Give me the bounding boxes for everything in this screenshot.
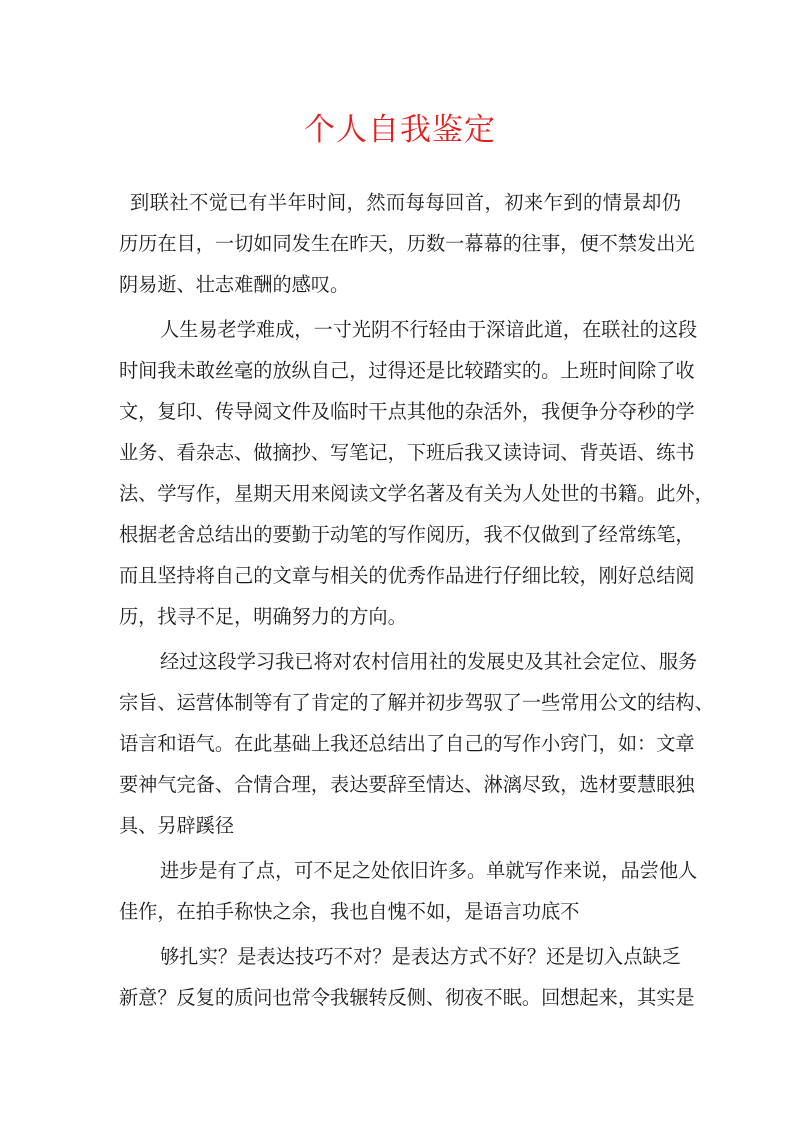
text-line: 历历在目，一切如同发生在昨天，历数一幕幕的往事，便不禁发出光 bbox=[119, 232, 695, 255]
text-line: 业务、看杂志、做摘抄、写笔记，下班后我又读诗词、背英语、练书 bbox=[119, 441, 695, 464]
text-line: 阴易逝、壮志难酬的感叹。 bbox=[119, 273, 350, 296]
text-line: 够扎实？是表达技巧不对？是表达方式不好？还是切入点缺乏 bbox=[160, 945, 681, 968]
text-line: 要神气完备、合情合理，表达要辞至情达、淋漓尽致，选材要慧眼独 bbox=[119, 773, 695, 796]
text-line: 时间我未敢丝毫的放纵自己，过得还是比较踏实的。上班时间除了收 bbox=[119, 359, 695, 382]
text-line: 具、另辟蹊径 bbox=[119, 814, 235, 837]
text-line: 新意？反复的质问也常令我辗转反侧、彻夜不眠。回想起来，其实是 bbox=[119, 986, 695, 1009]
text-line: 进步是有了点，可不足之处依旧许多。单就写作来说，品尝他人 bbox=[160, 859, 698, 882]
text-line: 而且坚持将自己的文章与相关的优秀作品进行仔细比较，刚好总结阅 bbox=[119, 564, 695, 587]
text-line: 语言和语气。在此基础上我还总结出了自己的写作小窍门，如：文章 bbox=[119, 732, 695, 755]
text-line: 宗旨、运营体制等有了肯定的了解并初步驾驭了一些常用公文的结构、 bbox=[119, 691, 714, 714]
text-line: 法、学写作，星期天用来阅读文学名著及有关为人处世的书籍。此外， bbox=[119, 482, 714, 505]
text-line: 佳作，在拍手称快之余，我也自愧不如，是语言功底不 bbox=[119, 900, 580, 923]
text-line: 到联社不觉已有半年时间，然而每每回首，初来乍到的情景却仍 bbox=[130, 191, 681, 214]
document-title: 个人自我鉴定 bbox=[304, 112, 496, 148]
text-line: 人生易老学难成，一寸光阴不行轻由于深谙此道，在联社的这段 bbox=[160, 318, 698, 341]
text-line: 历，找寻不足，明确努力的方向。 bbox=[119, 605, 407, 628]
text-line: 文，复印、传导阅文件及临时干点其他的杂活外，我便争分夺秒的学 bbox=[119, 400, 695, 423]
text-line: 经过这段学习我已将对农村信用社的发展史及其社会定位、服务 bbox=[160, 650, 698, 673]
text-line: 根据老舍总结出的要勤于动笔的写作阅历，我不仅做到了经常练笔， bbox=[119, 523, 695, 546]
